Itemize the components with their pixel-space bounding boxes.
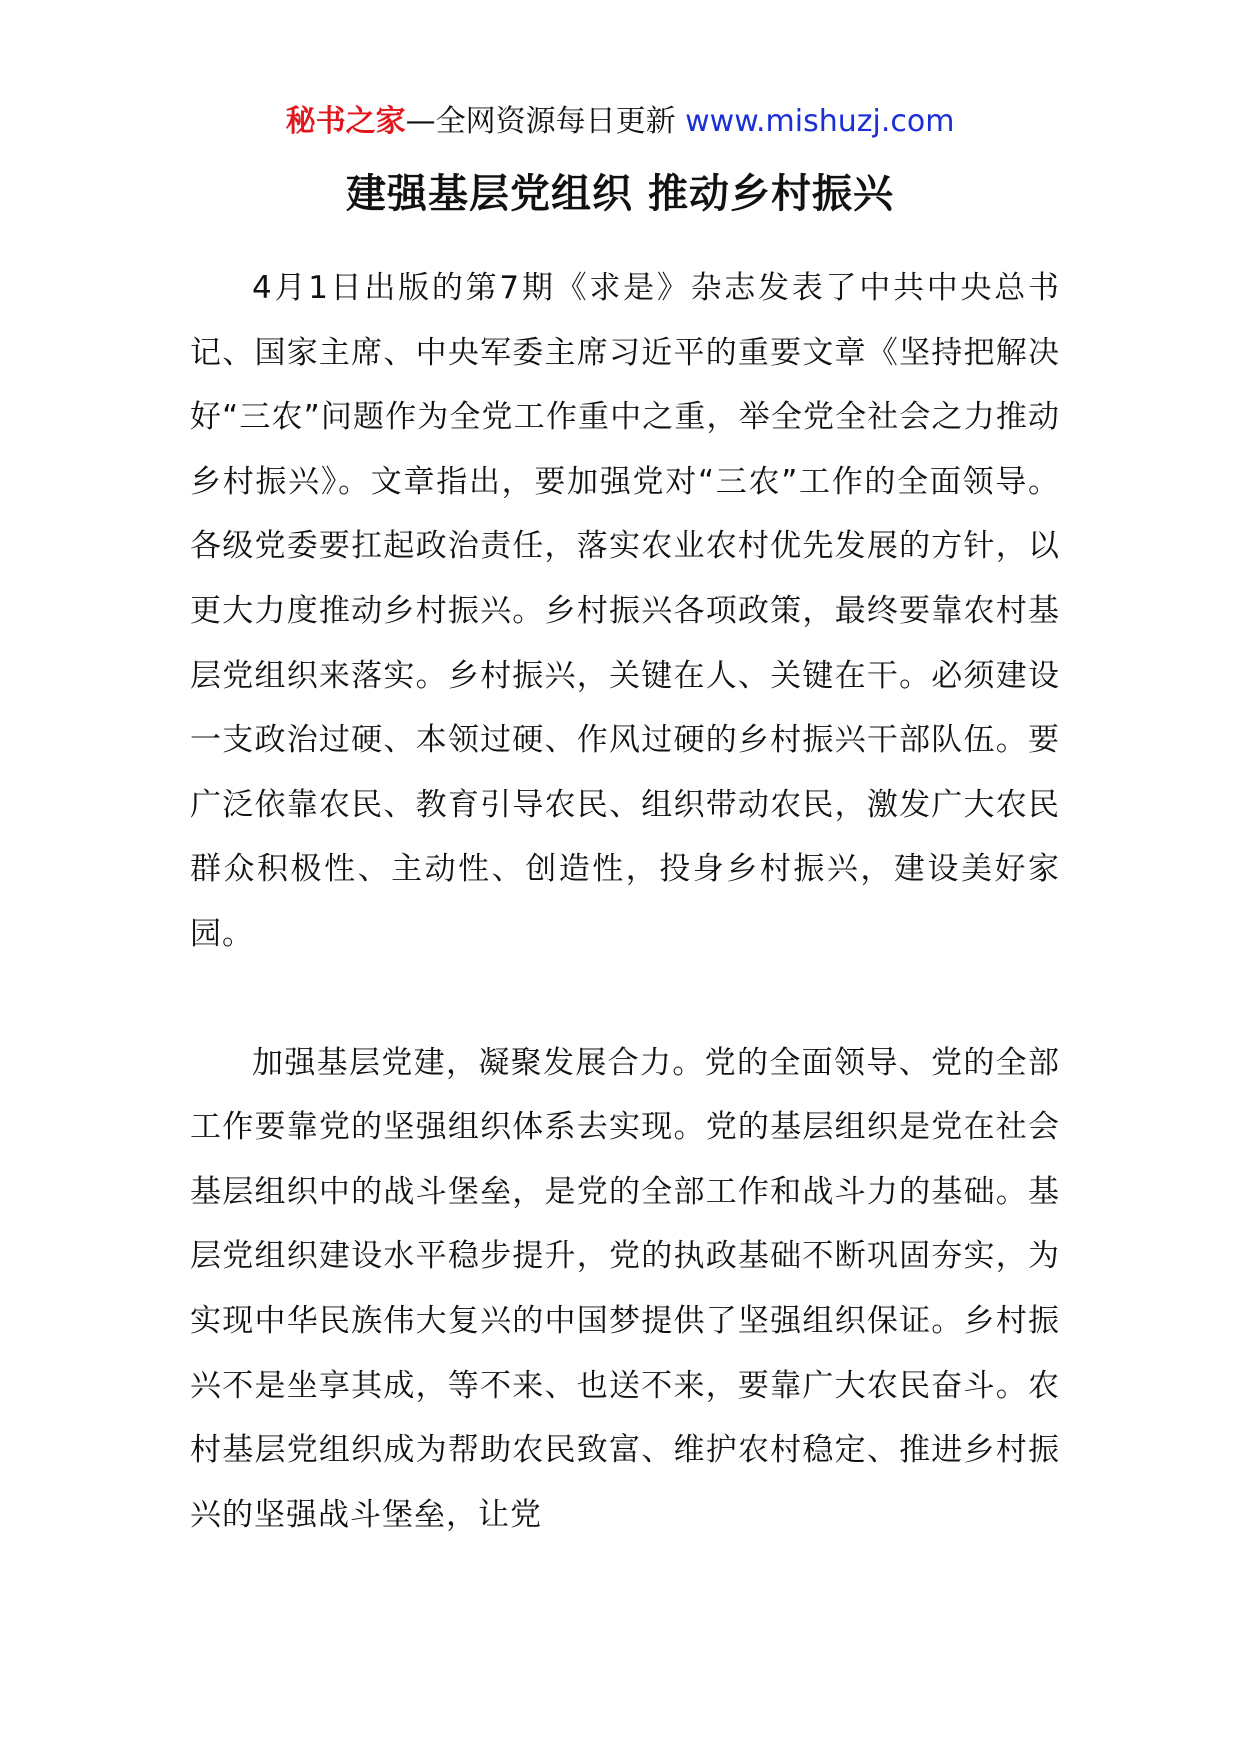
header-tagline: —全网资源每日更新	[405, 104, 686, 139]
brand-name: 秘书之家	[285, 104, 406, 139]
document-body	[190, 256, 1060, 1547]
paragraph-2: 加强基层党建，凝聚发展合力。党的全面领导、党的全部工作要靠党的坚强组织体系去实现。党的基层组织是党在社会基层组织中的战斗堡垒，是党的全部工作和战斗力的基础。基层党组织建设水平稳步提升，党的执政基础不断巩固夯实，为实现中华民族伟大复兴的中国梦提供了坚强组织保证。乡村振兴不是坐享其成，等不来、也送不来，要靠广大农民奋斗。农村基层党组织成为帮助农民致富、维护农村稳定、推进乡村振兴的坚强战斗堡垒，让党	[190, 1044, 1060, 1533]
paragraph-spacer	[190, 967, 1060, 1031]
site-url-link[interactable]: www.mishuzj.com	[685, 104, 955, 139]
paragraph-1: 4月1日出版的第7期《求是》杂志发表了中共中央总书记、国家主席、中央军委主席习近平的重要文章《坚持把解决好“三农”问题作为全党工作重中之重，举全党全社会之力推动乡村振兴》。文章指出，要加强党对“三农”工作的全面领导。各级党委要扛起政治责任，落实农业农村优先发展的方针，以更大力度推动乡村振兴。乡村振兴各项政策，最终要靠农村基层党组织来落实。乡村振兴，关键在人、关键在干。必须建设一支政治过硬、本领过硬、作风过硬的乡村振兴干部队伍。要广泛依靠农民、教育引导农民、组织带动农民，激发广大农民群众积极性、主动性、创造性，投身乡村振兴，建设美好家园。	[190, 270, 1060, 952]
site-header	[0, 100, 1240, 144]
document-title: 建强基层党组织 推动乡村振兴	[346, 171, 894, 217]
